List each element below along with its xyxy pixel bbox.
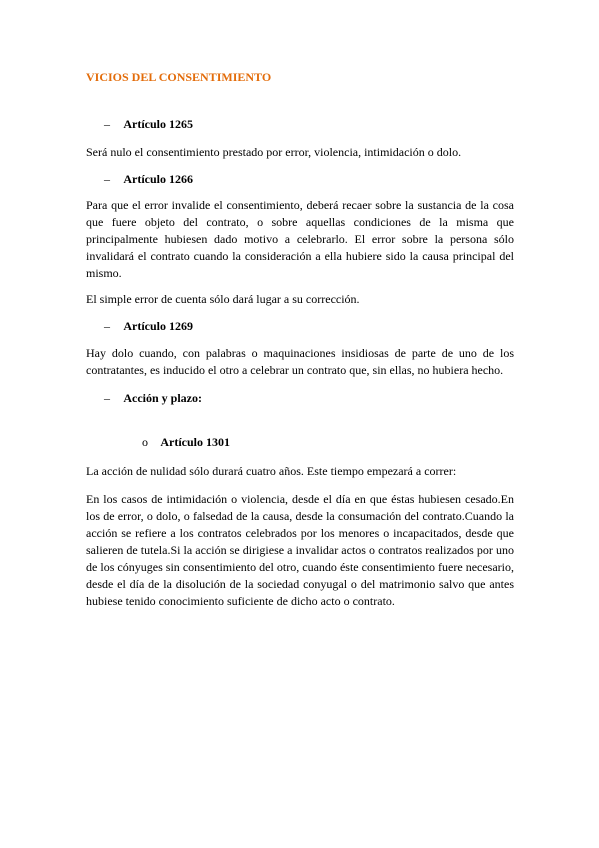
subsection-heading-text: Artículo 1301 xyxy=(160,435,230,449)
dash-bullet: – xyxy=(104,117,110,131)
subsection-heading-1301 xyxy=(142,435,230,450)
paragraph-1266-b: El simple error de cuenta sólo dará lugar a su corrección. xyxy=(86,292,360,306)
paragraph-1301-b: En los casos de intimidación o violencia, desde el día en que éstas hubiesen cesado.En los de error, o dolo, o falsedad de la causa, desde la consumación del contrato.Cuando la acción se refiere a los contratos celebrados por los menores o incapacitados, desde que salieren de tutela.Si la acción se dirigiese a invalidar actos o contratos realizados por uno de los cónyuges sin consentimiento del otro, cuando éste consentimiento fuere necesario, desde el día de la disolución de la sociedad conyugal o del matrimonio salvo que antes hubiese tenido conocimiento suficiente de dicho acto o contrato. xyxy=(86,492,514,608)
paragraph-1301-a: La acción de nulidad sólo durará cuatro años. Este tiempo empezará a correr: xyxy=(86,464,457,478)
section-heading-1266 xyxy=(104,172,193,187)
paragraph-1265: Será nulo el consentimiento prestado por error, violencia, intimidación o dolo. xyxy=(86,145,462,159)
section-heading-text: Artículo 1265 xyxy=(123,117,193,131)
dash-bullet: – xyxy=(104,172,110,186)
section-heading-text: Artículo 1266 xyxy=(123,172,193,186)
section-heading-accion xyxy=(104,391,202,406)
section-heading-text: Acción y plazo: xyxy=(123,391,202,405)
section-heading-1269 xyxy=(104,319,193,334)
paragraph-1269: Hay dolo cuando, con palabras o maquinaciones insidiosas de parte de uno de los contratantes, es inducido el otro a celebrar un contrato que, sin ellas, no hubiera hecho. xyxy=(86,346,514,377)
circle-bullet: o xyxy=(142,435,148,449)
document-title: VICIOS DEL CONSENTIMIENTO xyxy=(86,70,272,84)
section-heading-1265 xyxy=(104,117,193,132)
dash-bullet: – xyxy=(104,391,110,405)
dash-bullet: – xyxy=(104,319,110,333)
paragraph-1266-a: Para que el error invalide el consentimiento, deberá recaer sobre la sustancia de la cosa que fuere objeto del contrato, o sobre aquellas condiciones de la misma que principalmente hubiesen dado motivo a celebrarlo. El error sobre la persona sólo invalidará el contrato cuando la consideración a ella hubiere sido la causa principal del mismo. xyxy=(86,198,514,280)
section-heading-text: Artículo 1269 xyxy=(123,319,193,333)
